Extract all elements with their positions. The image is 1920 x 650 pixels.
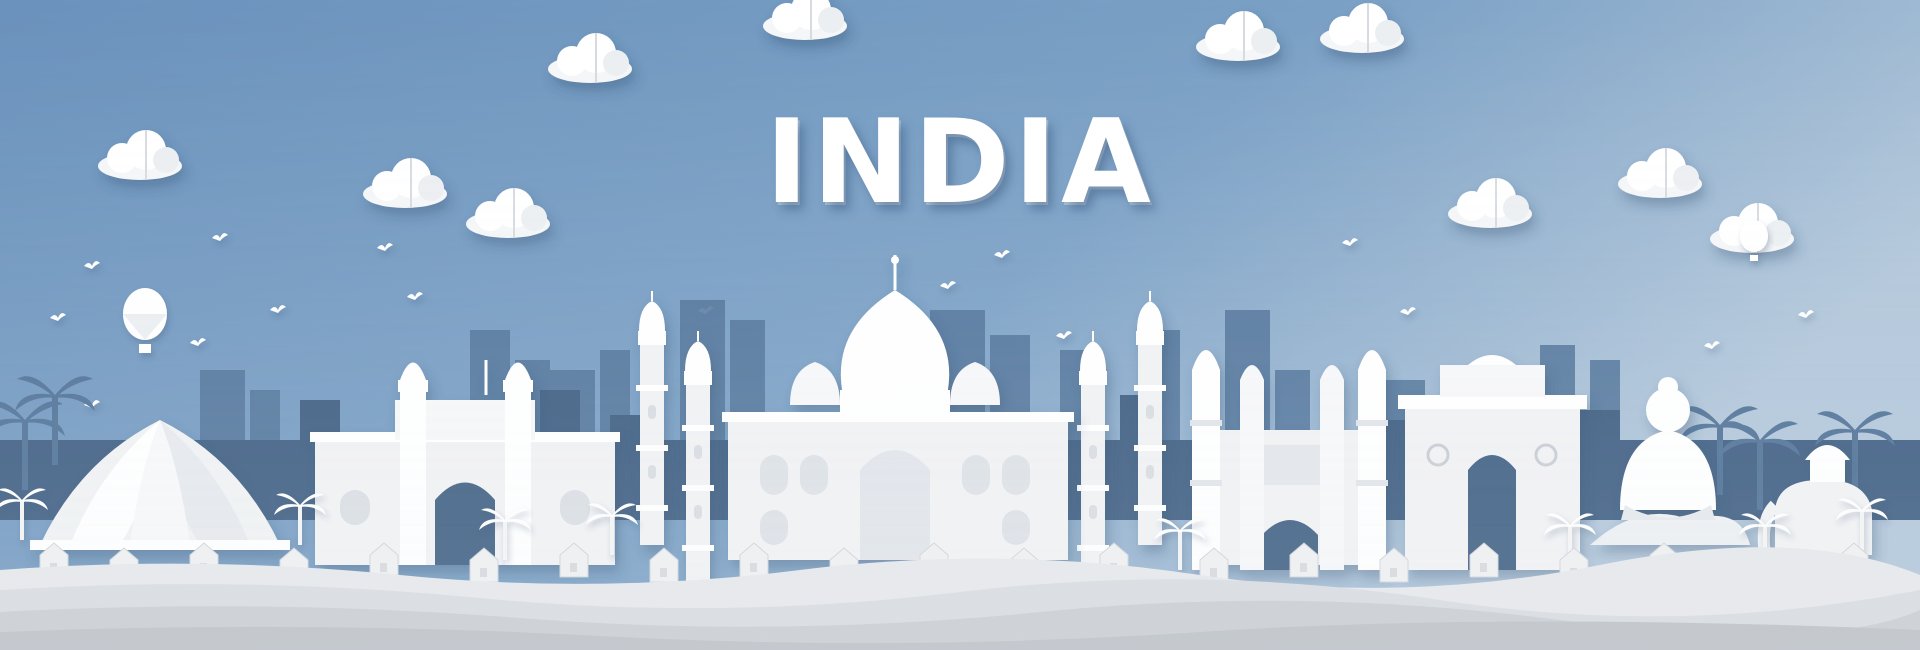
minaret [682, 331, 714, 585]
minaret [1134, 291, 1166, 545]
minaret [1077, 331, 1109, 585]
poster-title: INDIA [765, 95, 1155, 230]
minaret [636, 291, 668, 545]
